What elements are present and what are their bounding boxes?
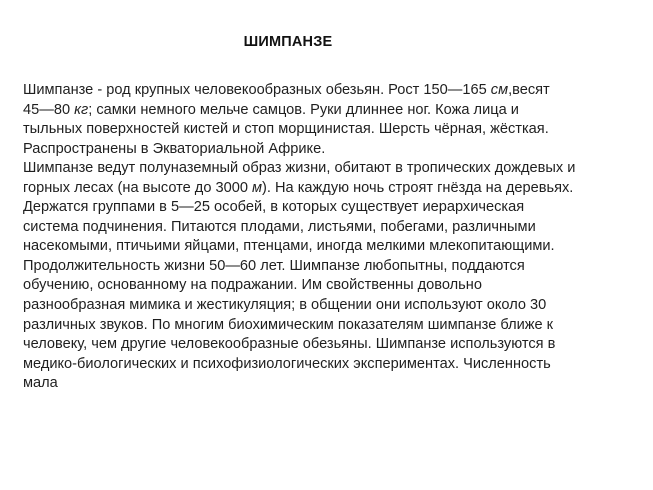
text-line xyxy=(23,276,648,296)
text-run: человеку, чем другие человекообразные обезьяны. Шимпанзе используются в xyxy=(23,336,556,353)
unit-text: м xyxy=(252,179,263,196)
text-line xyxy=(23,198,648,218)
text-run: Распространены в Экваториальной Африке. xyxy=(23,140,326,157)
text-line xyxy=(23,120,648,140)
text-line xyxy=(23,179,648,199)
body-text xyxy=(23,81,648,394)
text-line xyxy=(23,316,648,336)
text-run: 45—80 xyxy=(23,101,75,118)
text-line xyxy=(23,257,648,277)
unit-text: см xyxy=(490,82,509,98)
text-line xyxy=(23,296,648,316)
text-run: ; самки немного мельче самцов. Руки длиннее ног. Кожа лица и xyxy=(88,101,519,118)
text-line xyxy=(23,355,648,375)
text-run: тыльных поверхностей кистей и стоп морщинистая. Шерсть чёрная, жёсткая. xyxy=(23,121,549,138)
text-run: Шимпанзе ведут полуназемный образ жизни, обитают в тропических дождевых и xyxy=(23,160,576,177)
text-line xyxy=(23,140,648,160)
text-run: Шимпанзе - род крупных человекообразных обезьян. Рост 150—165 xyxy=(23,82,491,98)
text-run: обучению, основанному на подражании. Им свойственны довольно xyxy=(23,277,482,294)
text-run: ). На каждую ночь строят гнёзда на деревьях. xyxy=(262,179,574,196)
page-title: ШИМПАНЗЕ xyxy=(243,34,333,50)
text-run: медико-биологических и психофизиологических экспериментах. Численность xyxy=(23,355,551,372)
text-line xyxy=(23,101,648,121)
text-run: ,весят xyxy=(508,82,550,98)
text-run: разнообразная мимика и жестикуляция; в общении они используют около 30 xyxy=(23,297,547,314)
unit-text: кг xyxy=(74,101,89,118)
text-line xyxy=(23,237,648,257)
text-line xyxy=(23,374,648,394)
text-run: Продолжительность жизни 50—60 лет. Шимпанзе любопытны, поддаются xyxy=(23,257,525,274)
text-line xyxy=(23,81,648,101)
text-run: насекомыми, птичьими яйцами, птенцами, иногда мелкими млекопитающими. xyxy=(23,238,555,255)
text-run: система подчинения. Питаются плодами, листьями, побегами, различными xyxy=(23,218,536,235)
text-line xyxy=(23,218,648,238)
text-run: Держатся группами в 5—25 особей, в которых существует иерархическая xyxy=(23,199,525,216)
text-line xyxy=(23,159,648,179)
text-run: мала xyxy=(23,375,58,392)
text-run: различных звуков. По многим биохимическим показателям шимпанзе ближе к xyxy=(23,316,554,333)
text-run: горных лесах (на высоте до 3000 xyxy=(23,179,253,196)
text-line xyxy=(23,335,648,355)
